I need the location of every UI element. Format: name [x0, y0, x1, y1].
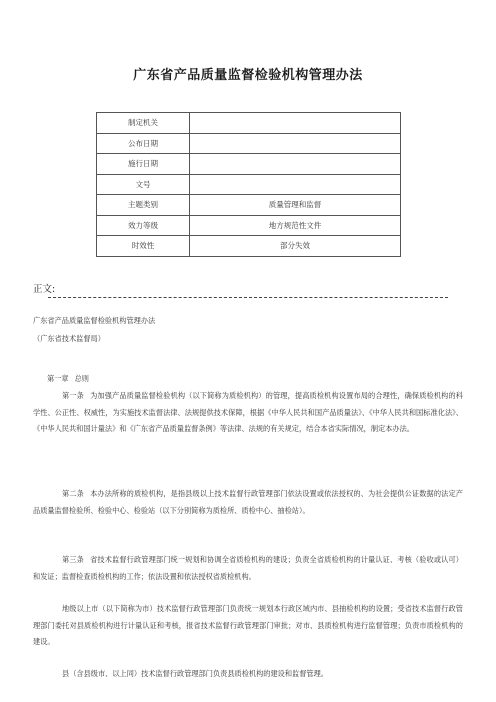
article-3: [33, 552, 463, 585]
meta-value: [190, 174, 401, 195]
paragraph-county: 县（含县级市、以上同）技术监督行政管理部门负责县质检机构的建设和监督管理。: [62, 669, 328, 678]
metadata-table: [96, 112, 401, 257]
article-text: 为加强产品质量监督检验机构（以下简称为质检机构）的管理，提高质检机构设置布局的合理性，确保质检机构的科学性、公正性、权威性，为实施技术监督法律、法规提供技术保障，根据《中华人民共和国产品质量法》、《中华人民共和国标准化法》、《中华人民共和国计量法》和《广东省产品质量监督条例》等法律、法规的有关规定，结合本省实际情况，制定本办法。: [33, 391, 463, 433]
divider: [48, 297, 448, 298]
table-row: [97, 236, 401, 257]
article-2: [33, 486, 463, 519]
article-number: 第二条: [62, 489, 84, 498]
doc-name: 广东省产品质量监督检验机构管理办法: [33, 316, 156, 325]
content-label: 正文:: [33, 284, 56, 295]
meta-key: 效力等级: [97, 215, 190, 236]
table-row: [97, 154, 401, 175]
table-row: [97, 174, 401, 195]
document-title: 广东省产品质量监督检验机构管理办法: [133, 68, 363, 83]
meta-key: 公布日期: [97, 133, 190, 154]
table-row: [97, 195, 401, 216]
meta-value: [190, 113, 401, 134]
meta-value: 地方规范性文件: [190, 215, 401, 236]
meta-value: [190, 133, 401, 154]
chapter-number: 第一章: [47, 374, 69, 383]
paragraph-city: 地级以上市（以下简称为市）技术监督行政管理部门负责统一规划本行政区域内市、县抽检机构的设置；受省技术监督行政管理部门委托对县质检机构进行计量认证和考核，报省技术监督行政管理部门审批；对市、县质检机构进行监督管理；负责市质检机构的建设。: [33, 604, 463, 646]
article-number: 第三条: [62, 555, 84, 564]
article-1: [33, 388, 463, 438]
table-row: [97, 215, 401, 236]
chapter-heading: [47, 374, 89, 384]
meta-value: 部分失效: [190, 236, 401, 257]
meta-key: 文号: [97, 174, 190, 195]
meta-value: [190, 154, 401, 175]
meta-key: 时效性: [97, 236, 190, 257]
chapter-name: 总则: [74, 374, 89, 383]
article-text: 本办法所称的质检机构，是指县级以上技术监督行政管理部门依法设置或依法授权的、为社会提供公证数据的法定产品质量监督检验所、检验中心、检验站（以下分别简称为质检所、质检中心、抽检站）。: [33, 489, 463, 515]
table-row: [97, 113, 401, 134]
meta-key: 主题类别: [97, 195, 190, 216]
meta-value: 质量管理和监督: [190, 195, 401, 216]
article-text: 省技术监督行政管理部门统一规划和协调全省质检机构的建设；负责全省质检机构的计量认证、考核（验收或认可）和发证；监督检查质检机构的工作；依法设置和依法授权省质检机构。: [33, 555, 463, 581]
issuer: （广东省技术监督局）: [33, 334, 105, 343]
article-number: 第一条: [62, 391, 84, 400]
meta-key: 制定机关: [97, 113, 190, 134]
table-row: [97, 133, 401, 154]
meta-key: 施行日期: [97, 154, 190, 175]
